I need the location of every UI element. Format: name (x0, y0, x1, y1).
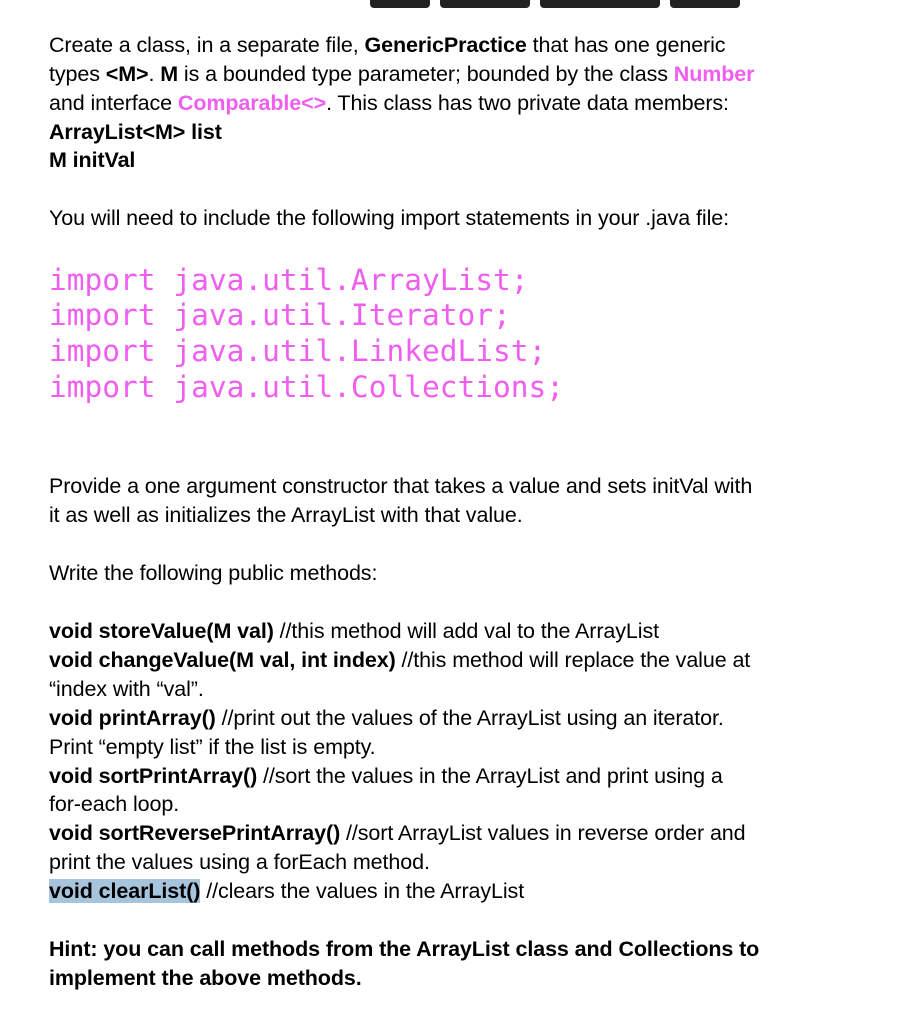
hint-text: Hint: you can call methods from the ArrayList class and Collections to (49, 937, 760, 961)
method-continuation: for-each loop. (49, 792, 180, 816)
method-description: //this method will replace the value at (395, 648, 751, 672)
hint-line (49, 964, 362, 993)
text: Create a class, in a separate file, (49, 33, 365, 57)
member-list (49, 118, 222, 147)
hint-line (49, 935, 759, 964)
cropped-heading (370, 0, 750, 8)
class-name: GenericPractice (364, 33, 527, 57)
method-continuation: “index with “val”. (49, 677, 204, 701)
method-store-value (49, 617, 659, 646)
text: that has one generic (526, 33, 726, 57)
method-description: //sort the values in the ArrayList and print using a (257, 764, 723, 788)
import-line: import java.util.LinkedList; (49, 334, 547, 368)
method-print-array (49, 704, 724, 733)
method-sort-print-array (49, 762, 723, 791)
method-continuation: print the values using a forEach method. (49, 850, 430, 874)
import-line: import java.util.Iterator; (49, 298, 511, 332)
method-clear-list (49, 877, 524, 906)
method-description: //sort ArrayList values in reverse order and (340, 821, 746, 845)
text: . This class has two private data members: (326, 91, 729, 115)
method-signature: void sortPrintArray() (49, 764, 258, 788)
method-signature: void sortReversePrintArray() (49, 821, 341, 845)
methods-intro: Write the following public methods: (49, 561, 378, 585)
type-param: <M> (105, 62, 149, 86)
method-description: //clears the values in the ArrayList (200, 879, 525, 903)
member-initval (49, 146, 135, 175)
number-keyword: Number (673, 62, 755, 86)
text: types (49, 62, 106, 86)
type-param: M (160, 62, 179, 86)
text: and interface (49, 91, 178, 115)
import-line: import java.util.Collections; (49, 370, 565, 404)
constructor-line: it as well as initializes the ArrayList with that value. (49, 503, 523, 527)
method-change-value (49, 646, 750, 675)
method-description: //print out the values of the ArrayList using an iterator. (215, 706, 724, 730)
intro-line-1 (49, 31, 725, 60)
comparable-keyword: Comparable<> (177, 91, 327, 115)
text: . (148, 62, 161, 86)
method-signature-selected[interactable]: void clearList() (49, 879, 201, 903)
member-text: ArrayList<M> list (49, 120, 222, 144)
hint-text: implement the above methods. (49, 966, 362, 990)
import-line: import java.util.ArrayList; (49, 263, 529, 297)
text: is a bounded type parameter; bounded by the class (178, 62, 674, 86)
constructor-line: Provide a one argument constructor that takes a value and sets initVal with (49, 474, 753, 498)
method-description: //this method will add val to the ArrayList (273, 619, 659, 643)
imports-intro: You will need to include the following import statements in your .java file: (49, 206, 729, 230)
method-signature: void changeValue(M val, int index) (49, 648, 396, 672)
intro-line-3 (49, 89, 729, 118)
method-signature: void printArray() (49, 706, 216, 730)
method-sort-reverse-print-array (49, 819, 746, 848)
method-continuation: Print “empty list” if the list is empty. (49, 735, 376, 759)
intro-line-2 (49, 60, 754, 89)
member-text: M initVal (49, 148, 136, 172)
method-signature: void storeValue(M val) (49, 619, 274, 643)
